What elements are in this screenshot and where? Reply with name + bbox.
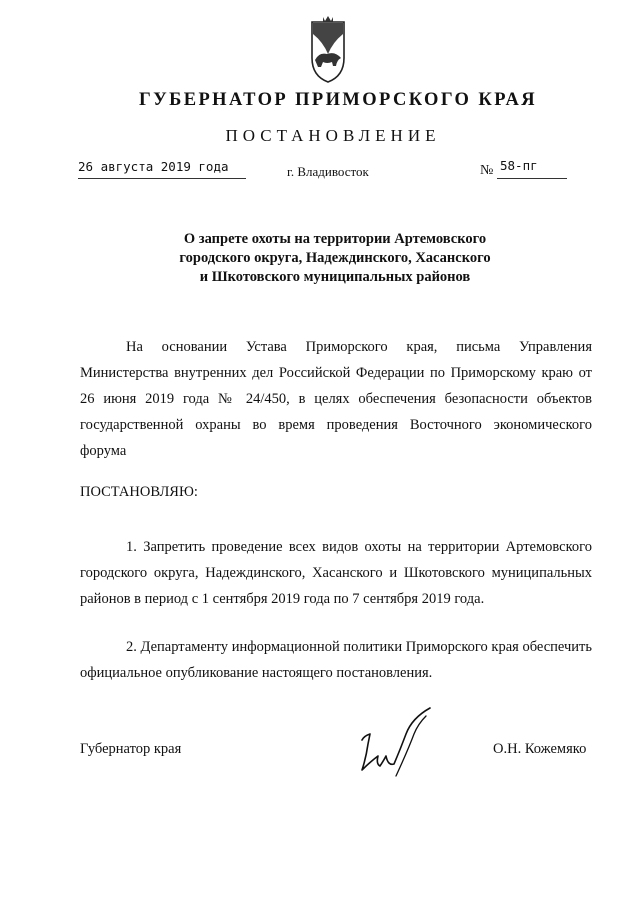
- number-sign: №: [480, 163, 494, 178]
- number-underline: [497, 178, 567, 179]
- resolve-heading: ПОСТАНОВЛЯЮ:: [80, 484, 198, 500]
- issuer-title: ГУБЕРНАТОР ПРИМОРСКОГО КРАЯ: [138, 90, 538, 110]
- signatory-name: О.Н. Кожемяко: [493, 741, 587, 757]
- coat-of-arms-icon: [303, 14, 353, 86]
- signatory-role: Губернатор края: [80, 741, 182, 757]
- document-type: ПОСТАНОВЛЕНИЕ: [225, 126, 441, 145]
- title-line: городского округа, Надеждинского, Хасанского: [179, 250, 491, 266]
- date-underline: [78, 178, 246, 179]
- document-date: 26 августа 2019 года: [78, 159, 229, 174]
- basis-paragraph: На основании Устава Приморского края, письма Управления Министерства внутренних дел Российской Федерации по Приморскому краю от 26 июня 2019 года № 24/450, в целях обеспечения безопасности объектов государственной охраны во время проведения Восточного экономического форума: [80, 339, 592, 459]
- handwritten-signature: [348, 700, 440, 786]
- item-2-paragraph: 2. Департаменту информационной политики Приморского края обеспечить официальное опубликование настоящего постановления.: [80, 639, 592, 681]
- title-line: О запрете охоты на территории Артемовского: [183, 231, 487, 247]
- document-title: [0, 230, 640, 287]
- item-1-paragraph: 1. Запретить проведение всех видов охоты на территории Артемовского городского округа, Надеждинского, Хасанского и Шкотовского муниципальных районов в период с 1 сентября 2019 года по 7 сентября 2019 года.: [80, 539, 592, 607]
- document-number: 58-пг: [500, 158, 538, 173]
- title-line: и Шкотовского муниципальных районов: [199, 269, 471, 285]
- document-city: г. Владивосток: [287, 164, 369, 179]
